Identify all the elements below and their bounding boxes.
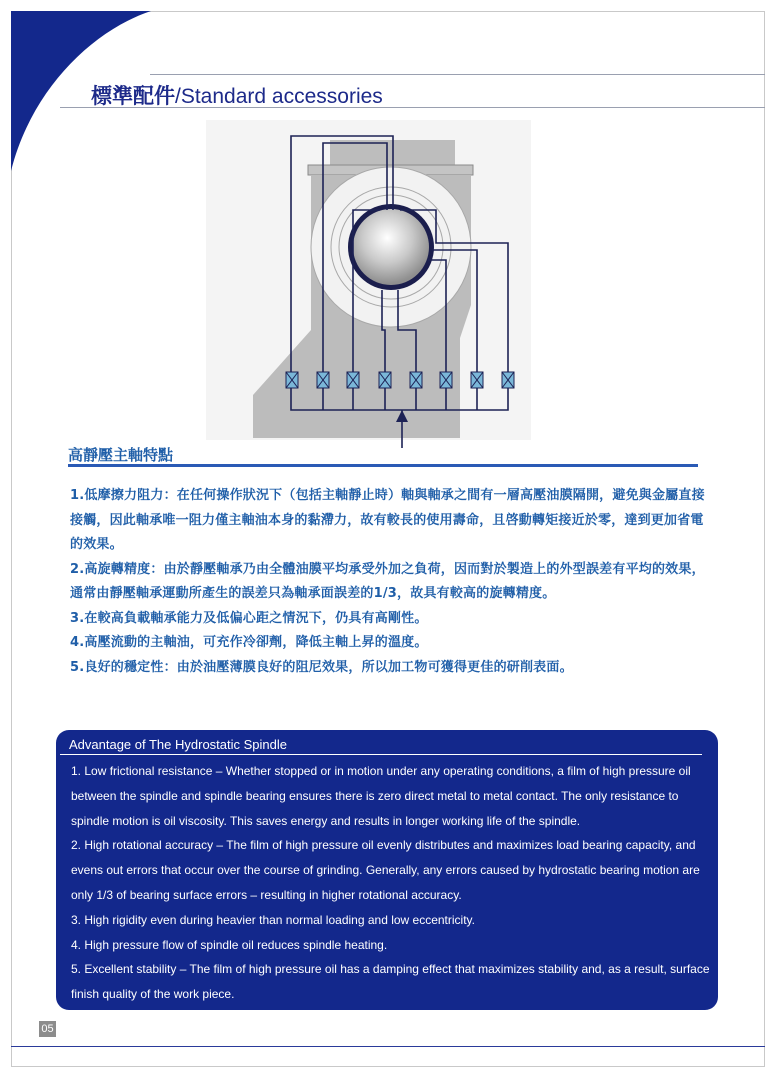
advantage-item: 2. High rotational accuracy – The film of high pressure oil evenly distributes and maximizes load bearing capacity, and evens out errors that occur over the course of grinding. Generally, any errors caused by hydrostatic bearing motion are only 1/3 of bearing surface errors – resulting in higher rotational accuracy. [71, 838, 700, 902]
page-number: 05 [39, 1021, 56, 1037]
valve-7 [471, 372, 483, 388]
advantage-item: 5. Excellent stability – The film of high pressure oil has a damping effect that maximizes stability and, as a result, surface finish quality of the work piece. [71, 962, 710, 1002]
advantages-title: Advantage of The Hydrostatic Spindle [69, 737, 288, 752]
feature-item: 3.在較高負載軸承能力及低偏心距之情況下，仍具有高剛性。 [70, 610, 428, 626]
hydrostatic-spindle-diagram [0, 0, 770, 460]
features-list [70, 484, 706, 680]
advantage-item: 4. High pressure flow of spindle oil reduces spindle heating. [71, 937, 388, 952]
features-heading-rule [68, 464, 698, 467]
feature-item: 1.低摩擦力阻力：在任何操作狀況下（包括主軸靜止時）軸與軸承之間有一層高壓油膜隔開，避免與金屬直接接觸，因此軸承唯一阻力僅主軸油本身的黏滯力，故有較長的使用壽命，且啓動轉矩接近於零，達到更加省電的效果。 [70, 488, 705, 552]
feature-item: 2.高旋轉精度：由於靜壓軸承乃由全體油膜平均承受外加之負荷，因而對於製造上的外型誤差有平均的效果，通常由靜壓軸承運動所產生的誤差只為軸承面誤差的1/3，故具有較高的旋轉精度。 [70, 561, 705, 601]
advantage-item: 3. High rigidity even during heavier than normal loading and low eccentricity. [71, 912, 475, 927]
valve-2 [317, 372, 329, 388]
valve-1 [286, 372, 298, 388]
advantages-list [71, 759, 711, 1007]
advantage-item: 1. Low frictional resistance – Whether stopped or in motion under any operating conditions, a film of high pressure oil between the spindle and spindle bearing ensures there is zero direct metal to metal contact. The only resistance to spindle motion is oil viscosity. This saves energy and results in longer working life of the spindle. [71, 764, 691, 828]
feature-item: 5.良好的穩定性：由於油壓薄膜良好的阻尼效果，所以加工物可獲得更佳的研削表面。 [70, 659, 573, 675]
valve-4 [379, 372, 391, 388]
valve-6 [440, 372, 452, 388]
page-title-en: Standard accessories [180, 85, 383, 108]
footer-rule [11, 1046, 765, 1047]
valve-3 [347, 372, 359, 388]
valve-8 [502, 372, 514, 388]
spindle-shaft [353, 209, 429, 285]
page-title-separator: / [175, 85, 181, 108]
page-title-zh: 標準配件 [91, 84, 175, 108]
valve-5 [410, 372, 422, 388]
features-heading: 高靜壓主軸特點 [68, 446, 174, 464]
feature-item: 4.高壓流動的主軸油，可充作冷卻劑，降低主軸上昇的溫度。 [70, 635, 428, 650]
advantages-title-rule [60, 754, 702, 755]
